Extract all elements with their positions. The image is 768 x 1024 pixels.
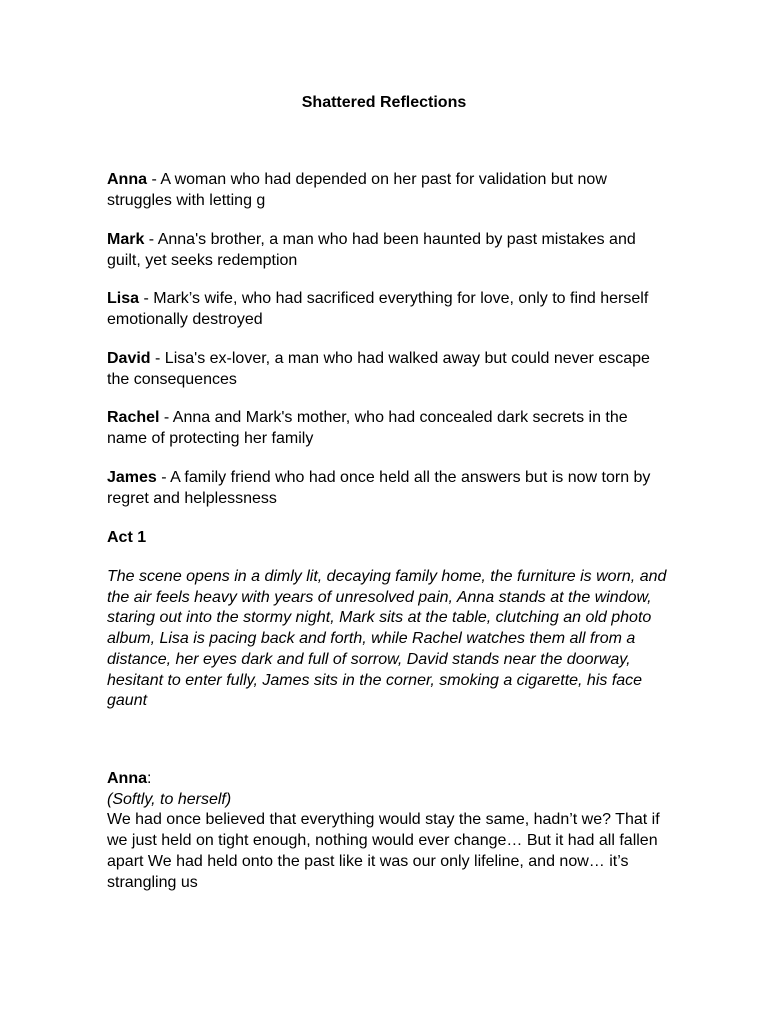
character-name: Anna bbox=[107, 171, 147, 188]
character-entry-david bbox=[107, 349, 667, 390]
character-description: - Anna and Mark's mother, who had concealed dark secrets in the name of protecting her family bbox=[107, 409, 628, 447]
character-entry-james bbox=[107, 468, 667, 509]
character-description: - Mark’s wife, who had sacrificed everything for love, only to find herself emotionally destroyed bbox=[107, 290, 649, 328]
act-heading: Act 1 bbox=[107, 529, 147, 546]
character-entry-lisa bbox=[107, 289, 667, 330]
dialogue-speaker: Anna bbox=[107, 770, 147, 787]
stage-direction: The scene opens in a dimly lit, decaying family home, the furniture is worn, and the air feels heavy with years of unresolved pain, Anna stands at the window, staring out into the stormy night, Mark sits at the table, clutching an old photo album, Lisa is pacing back and forth, while Rachel watches them all from a distance, her eyes dark and full of sorrow, David stands near the doorway, hesitant to enter fully, James sits in the corner, smoking a cigarette, his face gaunt bbox=[107, 568, 667, 710]
character-entry-mark bbox=[107, 230, 667, 271]
character-description: - Lisa's ex-lover, a man who had walked away but could never escape the consequences bbox=[107, 350, 650, 388]
character-name: David bbox=[107, 350, 151, 367]
dialogue-line: We had once believed that everything would stay the same, hadn’t we? That if we just held on tight enough, nothing would ever change… But it had all fallen apart We had held onto the past like it was our only lifeline, and now… it’s strangling us bbox=[107, 811, 660, 891]
character-name: Lisa bbox=[107, 290, 140, 307]
character-name: Mark bbox=[107, 231, 145, 248]
character-description: - A woman who had depended on her past for validation but now struggles with letting g bbox=[107, 171, 607, 209]
character-description: - A family friend who had once held all the answers but is now torn by regret and helplessness bbox=[107, 469, 651, 507]
character-entry-anna bbox=[107, 170, 667, 211]
dialogue-block bbox=[107, 769, 667, 893]
dialogue-direction: (Softly, to herself) bbox=[107, 790, 232, 808]
character-name: Rachel bbox=[107, 409, 160, 426]
character-name: James bbox=[107, 469, 157, 486]
character-entry-rachel bbox=[107, 408, 667, 449]
document-title: Shattered Reflections bbox=[301, 94, 467, 111]
dialogue-colon: : bbox=[147, 770, 152, 787]
dialogue-speaker-line bbox=[107, 769, 667, 790]
character-description: - Anna's brother, a man who had been haunted by past mistakes and guilt, yet seeks redemption bbox=[107, 231, 636, 269]
